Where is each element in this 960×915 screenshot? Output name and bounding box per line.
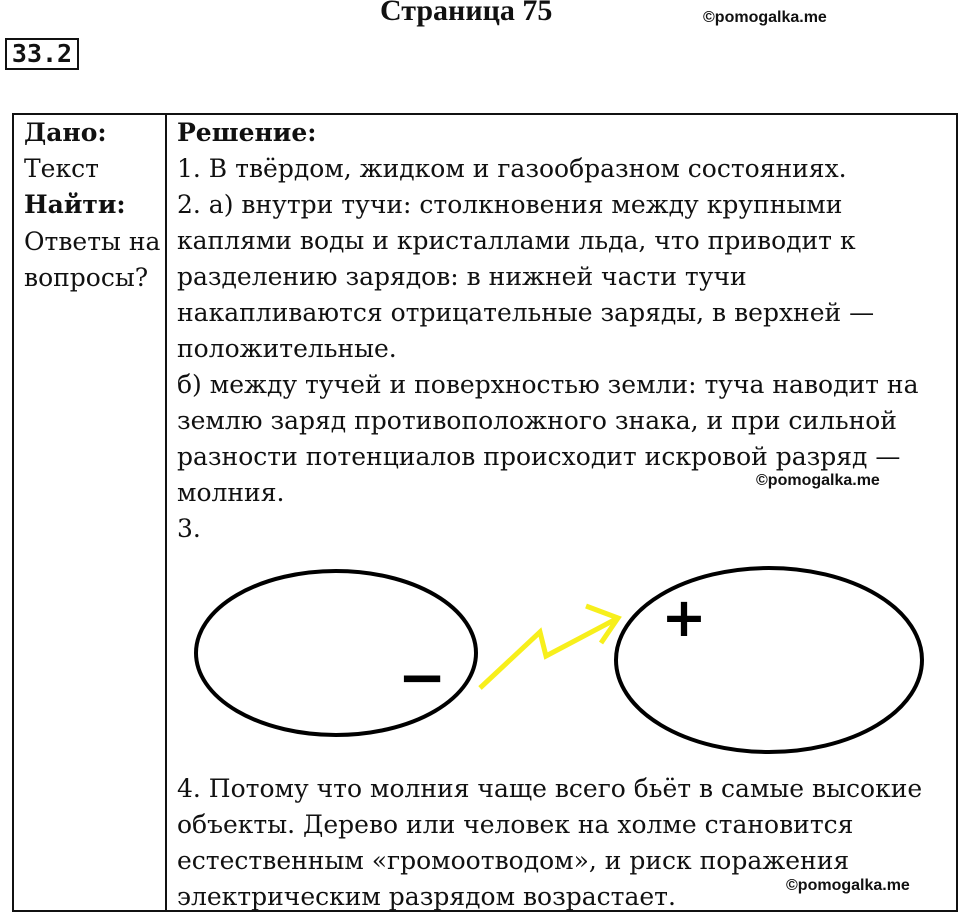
watermark-top: ©pomogalka.me [703, 9, 827, 26]
answer-item-3: 3. [177, 514, 201, 543]
right-cloud-sign: + [661, 586, 707, 649]
watermark-bottom: ©pomogalka.me [786, 877, 910, 894]
solution-label: Решение: [177, 118, 317, 147]
answer-item-2b: б) между тучей и поверхностью земли: туча наводит на землю заряд противоположного знака, и при сильной разности потенциалов происходит искровой разряд — молния. [177, 370, 919, 507]
answer-item-1: 1. В твёрдом, жидком и газообразном состояниях. [177, 154, 847, 183]
answer-item-2a: 2. а) внутри тучи: столкновения между крупными каплями воды и кристаллами льда, что приводит к разделению зарядов: в нижней части тучи накапливаются отрицательные заряды, в верхней — положительные. [177, 190, 875, 363]
answer-item-4: 4. Потому что молния чаще всего бьёт в самые высокие объекты. Дерево или человек на холме становится естественным «громоотводом», и риск поражения электрическим разрядом возрастает. [177, 774, 923, 911]
lightning-bolt [480, 618, 618, 688]
page-title: Страница 75 [380, 0, 553, 27]
task-number-badge: 33.2 [5, 38, 79, 70]
find-label: Найти: [24, 190, 126, 219]
watermark-middle: ©pomogalka.me [756, 472, 880, 489]
left-cloud-sign: − [397, 643, 447, 711]
given-value: Текст [24, 154, 99, 183]
given-label: Дано: [24, 118, 107, 147]
find-value: Ответы на вопросы? [24, 227, 161, 292]
